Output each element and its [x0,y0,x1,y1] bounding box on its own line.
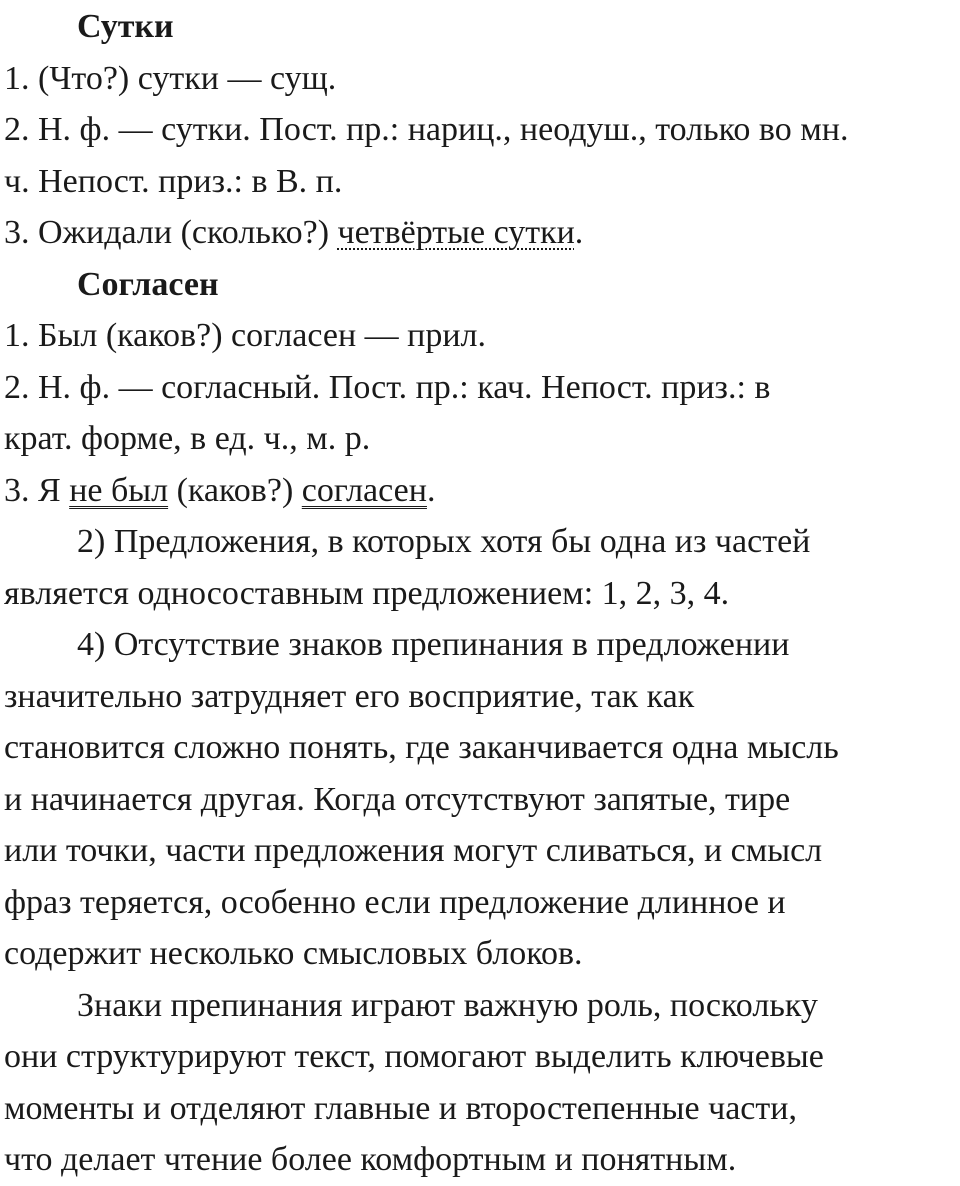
sutki-example-suffix: . [574,214,584,251]
conclusion-line-3: моменты и отделяют главные и второстепенные части, [4,1089,797,1127]
soglasen-line-1: 1. Был (каков?) согласен — прил. [4,317,487,354]
sutki-example-line [0,207,960,259]
sutki-line-2: 2. Н. ф. — сутки. Пост. пр.: нариц., неодуш., только во мн. [4,111,849,148]
answer-4-line-6: фраз теряется, особенно если предложение длинное и [4,883,786,921]
heading-soglasen: Согласен [77,265,219,303]
answer-4-line-4: и начинается другая. Когда отсутствуют запятые, тире [4,780,791,818]
soglasen-example-line [0,465,960,517]
soglasen-example-suffix: . [426,471,436,509]
answer-4-line-7: содержит несколько смысловых блоков. [4,935,583,972]
conclusion-line-1: Знаки препинания играют важную роль, поскольку [77,986,818,1024]
answer-2-line-1: 2) Предложения, в которых хотя бы одна из частей [77,523,811,560]
sutki-line-1: 1. (Что?) сутки — сущ. [4,59,337,97]
answer-4-line-1: 4) Отсутствие знаков препинания в предложении [77,626,790,663]
answer-4-line-2: значительно затрудняет его восприятие, так как [4,677,695,715]
answer-4-line-5: или точки, части предложения могут сливаться, и смысл [4,832,823,869]
heading-sutki: Сутки [77,8,174,45]
answer-4-line-3: становится сложно понять, где заканчивается одна мысль [4,729,839,766]
soglasen-line-3: крат. форме, в ед. ч., м. р. [4,420,371,457]
sutki-line-3: ч. Непост. приз.: в В. п. [4,162,343,200]
conclusion-line-4: что делает чтение более комфортным и понятным. [4,1141,737,1178]
soglasen-example-underlined-2: согласен [301,471,427,509]
soglasen-line-2: 2. Н. ф. — согласный. Пост. пр.: кач. Непост. приз.: в [4,368,771,406]
answer-2-line-2: является односоставным предложением: 1, 2, 3, 4. [4,574,730,612]
sutki-example-prefix: 3. Ожидали (сколько?) [4,214,338,251]
conclusion-line-2: они структурируют текст, помогают выделить ключевые [4,1038,824,1075]
sutki-example-underlined: четвёртые сутки [337,214,575,251]
soglasen-example-middle: (каков?) [168,471,302,509]
soglasen-example-underlined-1: не был [69,471,169,509]
soglasen-example-prefix: 3. Я [4,471,70,509]
